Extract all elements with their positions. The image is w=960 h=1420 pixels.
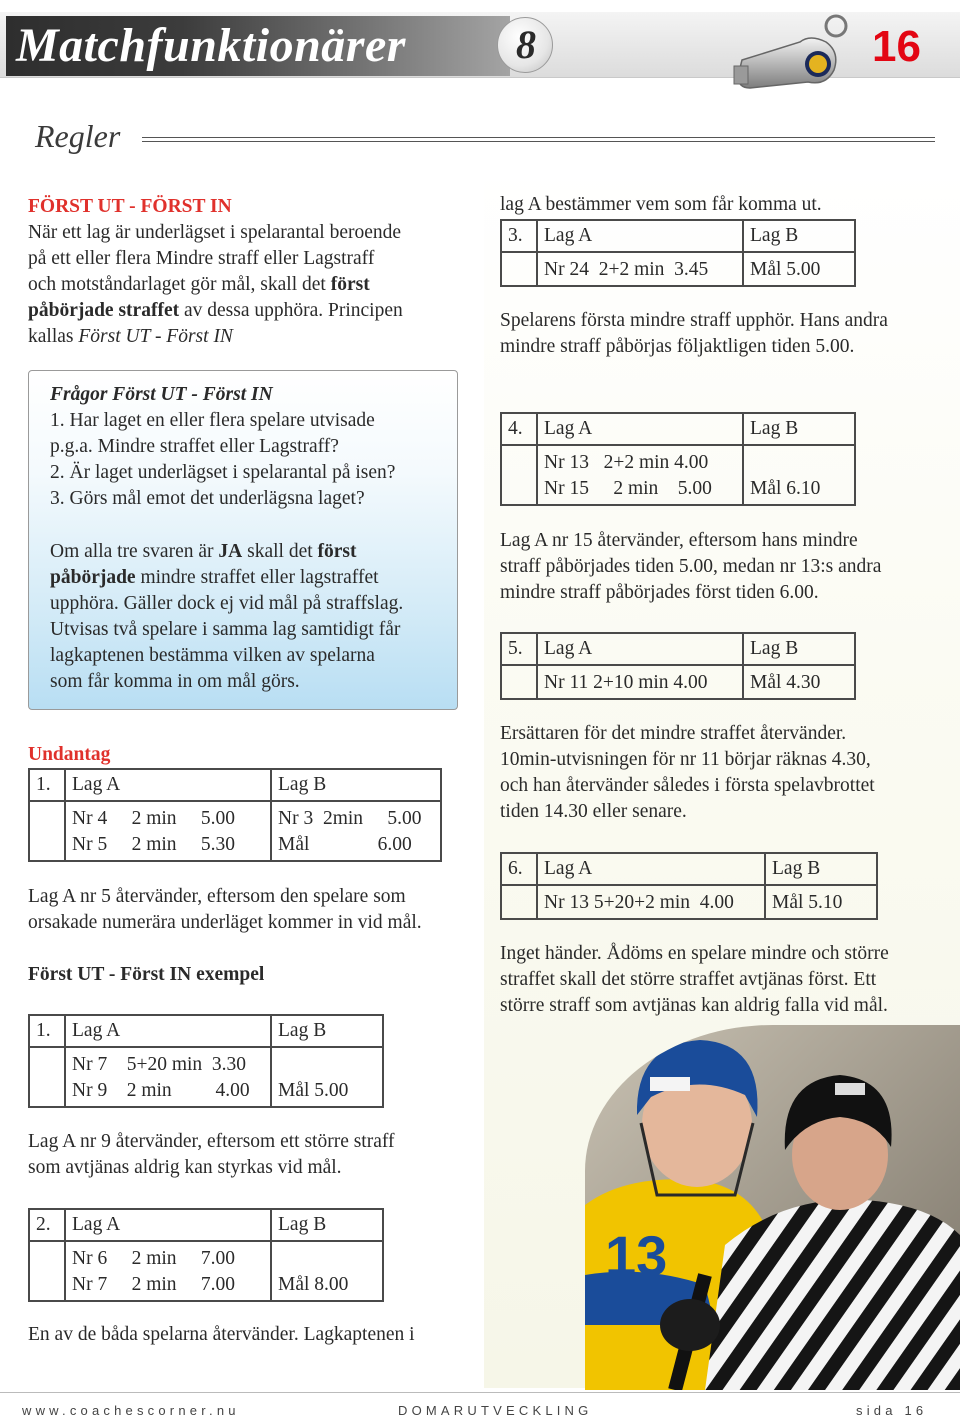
table-row: 6. Lag A Lag B	[501, 853, 877, 885]
table-num: 1.	[29, 769, 65, 801]
table-row: 4. Lag A Lag B	[501, 413, 855, 445]
exempel-text-2: som avtjänas aldrig kan styrkas vid mål.	[28, 1157, 342, 1178]
section-title: Regler	[35, 118, 121, 154]
qbox-p1-forst: först	[317, 541, 357, 562]
table-row: Nr 7 5+20 min 3.30 Nr 9 2 min 4.00 Mål 5.00	[29, 1047, 383, 1107]
text3-line-1: Spelarens första mindre straff upphör. Hans andra	[500, 310, 888, 331]
text4-line-1: Lag A nr 15 återvänder, eftersom hans mindre	[500, 530, 858, 551]
text5-line-3: och han återvänder således i första spelavbrottet	[500, 775, 875, 796]
chapter-badge	[497, 17, 553, 73]
penalty-table-5	[500, 632, 856, 700]
qbox-p5: lagkaptenen bestämma vilken av spelarna	[50, 645, 375, 666]
table-row	[29, 801, 441, 861]
penalty-table-6	[500, 852, 878, 920]
penalty-table-exempel-2	[28, 1208, 384, 1302]
text3-line-2: mindre straff påbörjas följaktligen tiden 5.00.	[500, 336, 855, 357]
qbox-p2	[50, 565, 379, 591]
intro-kallas-italic: Först UT - Först IN	[78, 326, 233, 347]
intro-line-3	[28, 272, 370, 298]
table-row: Nr 13 5+20+2 min 4.00 Mål 5.10	[501, 885, 877, 919]
intro-bold-straffet: påbörjade straffet	[28, 300, 180, 321]
chapter-number: 8	[516, 22, 536, 67]
penalty-table-undantag	[28, 768, 442, 862]
exempel-heading: Först UT - Först IN exempel	[28, 964, 265, 985]
page-title: Matchfunktionärer	[16, 19, 406, 72]
table-lag-b: Lag B	[271, 769, 441, 801]
intro-line-2: på ett eller flera Mindre straff eller Lagstraff	[28, 248, 375, 269]
text6-line-1: Inget händer. Ådöms en spelare mindre och större	[500, 943, 889, 964]
whistle-icon	[730, 12, 860, 92]
hockey-player-referee-photo	[585, 1025, 960, 1390]
qbox-p1-ja: JA	[218, 541, 243, 562]
text5-line-4: tiden 14.30 eller senare.	[500, 801, 687, 822]
section-rule	[142, 137, 935, 142]
footer-center: DOMARUTVECKLING	[398, 1403, 593, 1418]
intro-line-5	[28, 324, 233, 350]
qbox-q1b: p.g.a. Mindre straffet eller Lagstraff?	[50, 436, 339, 457]
text6-line-2: straffet skall det större straffet avtjänas först. Ett	[500, 969, 877, 990]
qbox-p3: upphöra. Gäller dock ej vid mål på straffslag.	[50, 593, 404, 614]
qbox-q2: 2. Är laget underlägset i spelarantal på isen?	[50, 462, 396, 483]
intro-line-1: När ett lag är underlägset i spelarantal beroende	[28, 222, 402, 243]
penalty-table-3	[500, 219, 856, 287]
right-top-text: lag A bestämmer vem som får komma ut.	[500, 194, 822, 215]
text4-line-3: mindre straff påbörjades först tiden 6.00.	[500, 582, 819, 603]
undantag-text-2: orsakade numerära underläget kommer in vid mål.	[28, 912, 422, 933]
text5-line-1: Ersättaren för det mindre straffet återvänder.	[500, 723, 847, 744]
qbox-p1	[50, 539, 357, 565]
exempel-text-1: Lag A nr 9 återvänder, eftersom ett större straff	[28, 1131, 395, 1152]
table-row: Nr 13 2+2 min 4.00 Nr 15 2 min 5.00 Mål 6.10	[501, 445, 855, 505]
intro-line-4	[28, 298, 403, 324]
footer-page: sida 16	[856, 1403, 928, 1418]
text4-line-2: straff påbörjades tiden 5.00, medan nr 13:s andra	[500, 556, 882, 577]
table-row: 2. Lag A Lag B	[29, 1209, 383, 1241]
qbox-p4: Utvisas två spelare i samma lag samtidigt får	[50, 619, 401, 640]
svg-text:13: 13	[605, 1224, 668, 1287]
qbox-q1a: 1. Har laget en eller flera spelare utvisade	[50, 410, 375, 431]
footer-url: www.coachescorner.nu	[22, 1403, 240, 1418]
intro-heading: FÖRST UT - FÖRST IN	[28, 196, 232, 217]
table-lag-a: Lag A	[65, 769, 271, 801]
page-number: 16	[872, 22, 921, 71]
undantag-heading: Undantag	[28, 744, 111, 765]
table-row: Nr 6 2 min 7.00 Nr 7 2 min 7.00 Mål 8.00	[29, 1241, 383, 1301]
undantag-text-1: Lag A nr 5 återvänder, eftersom den spelare som	[28, 886, 406, 907]
table-cell-b: Nr 3 2min 5.00 Mål 6.00	[271, 801, 441, 861]
table-row: Nr 11 2+10 min 4.00 Mål 4.30	[501, 665, 855, 699]
qbox-p1-mid: skall det	[242, 541, 318, 562]
qbox-p6: som får komma in om mål görs.	[50, 671, 300, 692]
qbox-p2-bold: påbörjade	[50, 567, 136, 588]
qbox-q3: 3. Görs mål emot det underlägsna laget?	[50, 488, 365, 509]
table-row: 1. Lag A Lag B	[29, 1015, 383, 1047]
intro-line-3-text: och motståndarlaget gör mål, skall det	[28, 274, 326, 295]
text5-line-2: 10min-utvisningen för nr 11 börjar räknas 4.30,	[500, 749, 871, 770]
text6-line-3: större straff som avtjänas kan aldrig falla vid mål.	[500, 995, 888, 1016]
intro-bold-forst: först	[330, 274, 370, 295]
table-row: Nr 24 2+2 min 3.45 Mål 5.00	[501, 252, 855, 286]
qbox-heading: Frågor Först UT - Först IN	[50, 384, 273, 405]
table-cell-a: Nr 4 2 min 5.00 Nr 5 2 min 5.30	[65, 801, 271, 861]
intro-after-bold: av dessa upphöra. Principen	[179, 300, 403, 321]
title-box	[6, 16, 510, 76]
page-header	[0, 12, 960, 82]
table-row	[29, 769, 441, 801]
qbox-p1-pre: Om alla tre svaren är	[50, 541, 219, 562]
penalty-table-exempel-1	[28, 1014, 384, 1108]
qbox-p2-rest: mindre straffet eller lagstraffet	[135, 567, 379, 588]
table-row: 3. Lag A Lag B	[501, 220, 855, 252]
penalty-table-4	[500, 412, 856, 506]
table-row: 5. Lag A Lag B	[501, 633, 855, 665]
bottom-text: En av de båda spelarna återvänder. Lagkaptenen i	[28, 1324, 415, 1345]
footer-rule	[0, 1392, 960, 1393]
intro-kallas: kallas	[28, 326, 79, 347]
